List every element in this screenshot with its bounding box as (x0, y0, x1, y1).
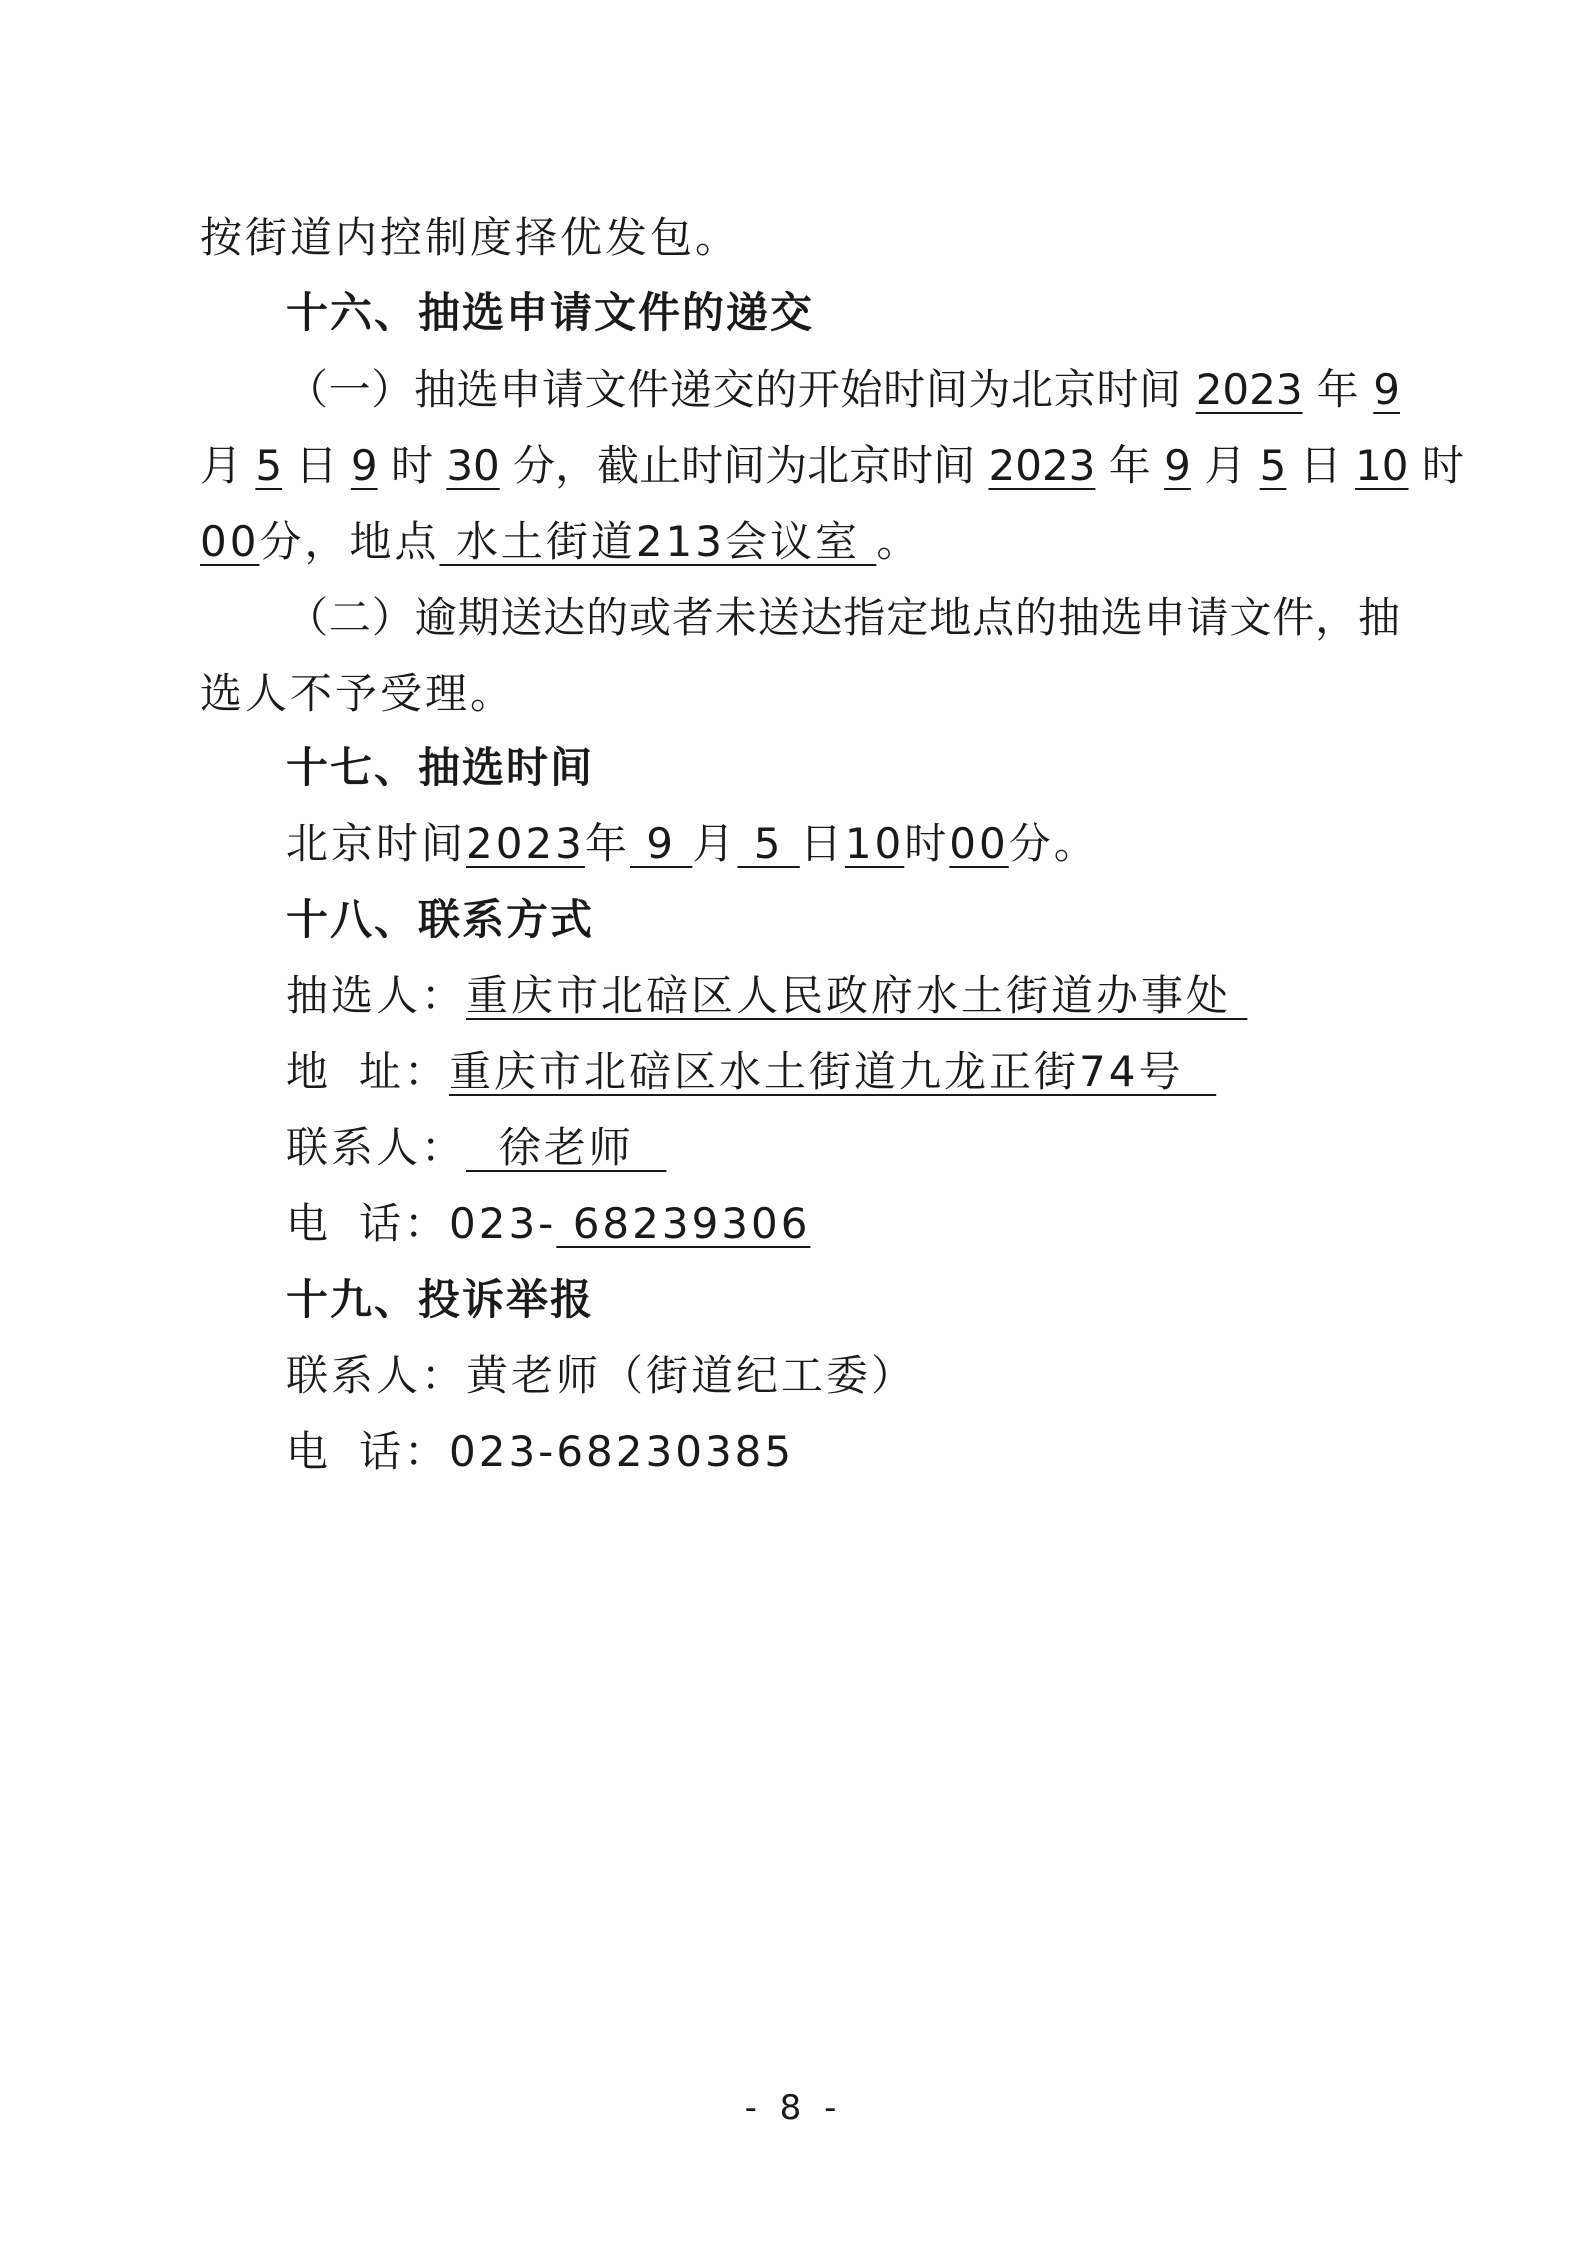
section-17-heading (286, 740, 594, 796)
complaint-phone-value: 023-68230385 (449, 1427, 795, 1476)
complaint-contact-value: 黄老师（街道纪工委） (466, 1351, 917, 1400)
sec16-p2-line1 (286, 590, 1400, 646)
heading-text: 十六、抽选申请文件的递交 (286, 288, 815, 337)
start-month: 9 (1373, 365, 1400, 414)
unit-text: 年 (1316, 365, 1360, 414)
sec18-selector-line (286, 968, 1247, 1024)
start-day: 5 (255, 441, 283, 490)
end-day: 5 (1259, 441, 1287, 490)
heading-text: 十九、投诉举报 (286, 1275, 595, 1324)
field-label: 电话 (286, 1427, 404, 1476)
unit-text: 时 (1421, 441, 1464, 490)
field-label: 地址 (286, 1047, 404, 1096)
selection-year: 2023 (466, 819, 585, 868)
sec16-p1-line2 (200, 438, 1464, 494)
sec18-contact-line (286, 1120, 666, 1176)
punctuation: ： (404, 1047, 450, 1096)
phone-area-code: 023- (449, 1199, 557, 1248)
phone-value: 68239306 (556, 1199, 811, 1248)
unit-text: 日 (1299, 441, 1342, 490)
field-label: 电话 (286, 1199, 404, 1248)
sec16-p1-line3 (200, 514, 921, 570)
selection-minute: 00 (949, 819, 1009, 868)
sec19-phone-line (286, 1424, 794, 1480)
unit-text: 日 (295, 441, 338, 490)
heading-text: 十七、抽选时间 (286, 743, 595, 792)
start-minute: 30 (446, 441, 500, 490)
section-19-heading (286, 1272, 594, 1328)
unit-text: 月 (1204, 441, 1247, 490)
unit-text: 分。 (1008, 819, 1099, 868)
paragraph-text: （一）抽选申请文件递交的开始时间为北京时间 (286, 365, 1182, 414)
paragraph-text: 分，截止时间为北京时间 (513, 441, 976, 490)
contact-value: 徐老师 (466, 1123, 667, 1172)
punctuation: 。 (876, 517, 922, 566)
sec18-phone-line (286, 1196, 810, 1252)
unit-text: 月 (692, 819, 738, 868)
selection-hour: 10 (844, 819, 905, 868)
section-18-heading (286, 892, 594, 948)
paragraph-text: （二）逾期送达的或者未送达指定地点的抽选申请文件，抽 (286, 593, 1400, 642)
end-minute: 00 (200, 517, 260, 566)
paragraph-text: 分，地点 (259, 517, 440, 566)
start-hour: 9 (350, 441, 378, 490)
sec17-time-line (286, 816, 1099, 872)
unit-text: 年 (584, 819, 630, 868)
unit-text: 日 (799, 819, 845, 868)
continued-paragraph (200, 210, 740, 266)
unit-text: 时 (390, 441, 433, 490)
punctuation: ： (404, 1427, 450, 1476)
heading-text: 十八、联系方式 (286, 895, 595, 944)
end-year: 2023 (988, 441, 1096, 490)
paragraph-text: 选人不予受理。 (200, 669, 516, 718)
paragraph-text: 北京时间 (286, 819, 467, 868)
selector-value: 重庆市北碚区人民政府水土街道办事处 (466, 971, 1248, 1020)
selection-day: 5 (737, 819, 800, 868)
unit-text: 年 (1108, 441, 1151, 490)
unit-text: 时 (904, 819, 950, 868)
start-year: 2023 (1195, 365, 1303, 414)
sec19-contact-line (286, 1348, 916, 1404)
address-value: 重庆市北碚区水土街道九龙正街74号 (449, 1047, 1217, 1096)
paragraph-text: 按街道内控制度择优发包。 (200, 213, 741, 262)
end-month: 9 (1164, 441, 1191, 490)
sec18-address-line (286, 1044, 1216, 1100)
field-label: 抽选人： (286, 971, 467, 1020)
page-number-text: - 8 - (744, 2088, 843, 2128)
end-hour: 10 (1355, 441, 1409, 490)
selection-month: 9 (629, 819, 693, 868)
field-label: 联系人： (286, 1351, 467, 1400)
sec16-p2-line2 (200, 666, 515, 722)
sec16-p1-line1 (286, 362, 1400, 418)
submission-location: 水土街道213会议室 (439, 517, 877, 566)
unit-text: 月 (200, 441, 243, 490)
section-16-heading (286, 285, 814, 341)
punctuation: ： (404, 1199, 450, 1248)
page-number (0, 2088, 1587, 2128)
field-label: 联系人： (286, 1123, 467, 1172)
